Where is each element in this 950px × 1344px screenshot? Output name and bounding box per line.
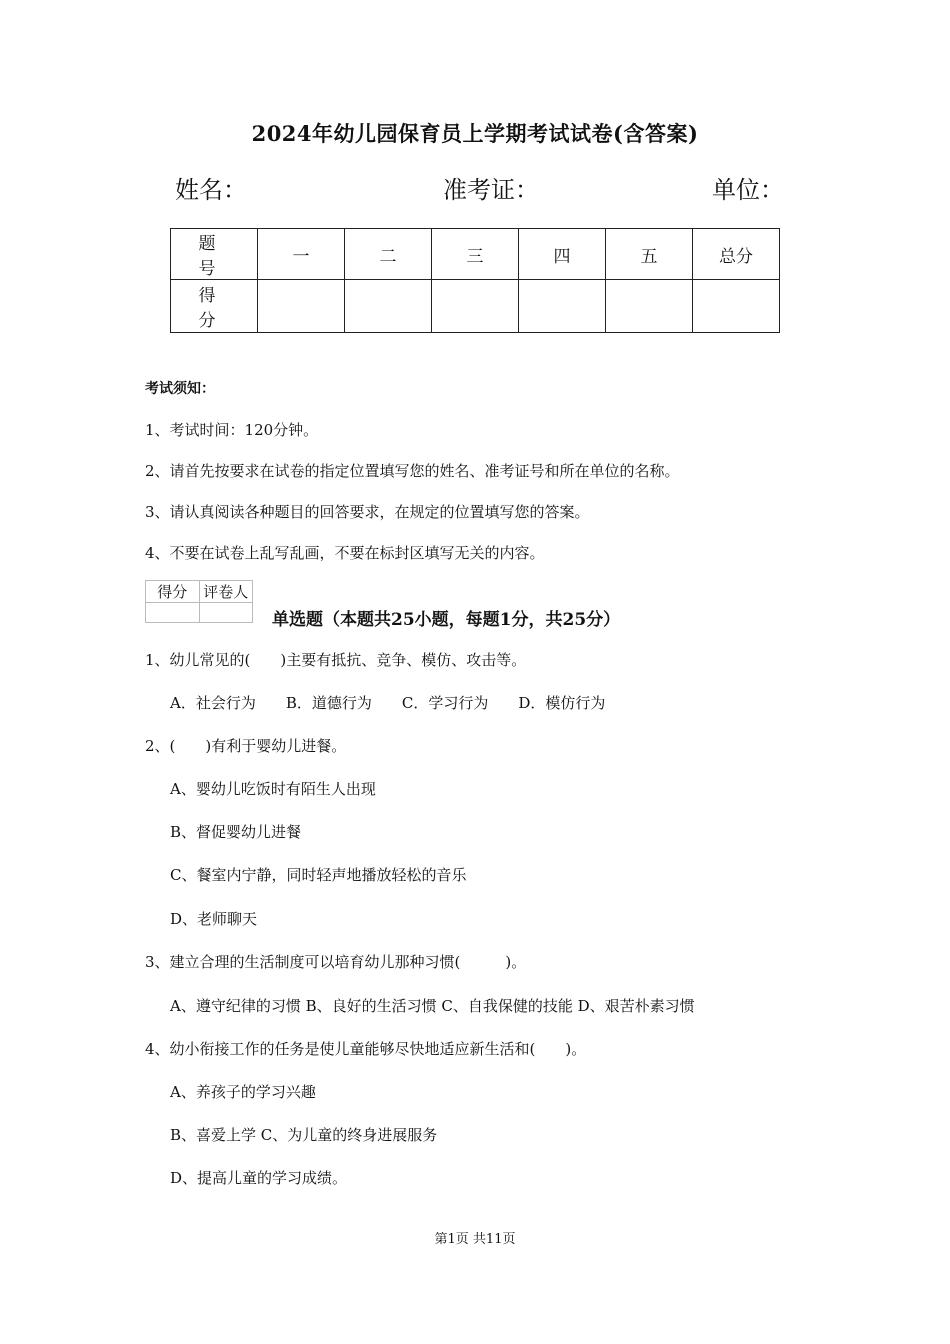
question-2-option-b: B、督促婴幼儿进餐 <box>170 823 302 841</box>
grader-score-label: 得分 <box>146 581 200 603</box>
score-header-total: 总分 <box>693 229 780 280</box>
score-table <box>170 228 780 333</box>
page-title: 2024年幼儿园保育员上学期考试试卷(含答案) <box>251 121 699 146</box>
section-title: 单选题（本题共25小题，每题1分，共25分） <box>272 610 621 630</box>
score-header-4: 四 <box>519 229 606 280</box>
score-header-3: 三 <box>432 229 519 280</box>
score-header-label: 题 号 <box>171 229 258 280</box>
question-2-option-a: A、婴幼儿吃饭时有陌生人出现 <box>170 780 376 798</box>
score-cell-5[interactable] <box>606 280 693 333</box>
unit-field-label: 单位： <box>712 176 784 204</box>
notice-title: 考试须知： <box>145 381 215 397</box>
grader-name-cell[interactable] <box>199 603 253 623</box>
score-row-label: 得 分 <box>171 280 258 333</box>
question-1-options: A．社会行为 B．道德行为 C．学习行为 D．模仿行为 <box>170 694 606 712</box>
grader-box <box>145 580 253 623</box>
page-footer: 第1页 共11页 <box>434 1232 516 1247</box>
question-2-option-c: C、餐室内宁静，同时轻声地播放轻松的音乐 <box>170 866 467 884</box>
notice-item: 1、考试时间：120分钟。 <box>145 421 319 439</box>
name-field-label: 姓名： <box>175 176 247 204</box>
exam-id-field-label: 准考证： <box>443 176 539 204</box>
score-cell-2[interactable] <box>345 280 432 333</box>
notice-item: 4、不要在试卷上乱写乱画，不要在标封区填写无关的内容。 <box>145 544 545 562</box>
score-header-2: 二 <box>345 229 432 280</box>
score-header-1: 一 <box>258 229 345 280</box>
score-table-score-row <box>171 280 780 333</box>
grader-score-cell[interactable] <box>146 603 200 623</box>
question-4-stem: 4、幼小衔接工作的任务是使儿童能够尽快地适应新生活和( )。 <box>145 1040 587 1058</box>
score-table-header-row <box>171 229 780 280</box>
question-3-options: A、遵守纪律的习惯 B、良好的生活习惯 C、自我保健的技能 D、艰苦朴素习惯 <box>170 997 695 1015</box>
score-cell-4[interactable] <box>519 280 606 333</box>
score-header-5: 五 <box>606 229 693 280</box>
question-4-option-d: D、提高儿童的学习成绩。 <box>170 1169 348 1187</box>
question-4-option-bc: B、喜爱上学 C、为儿童的终身进展服务 <box>170 1126 438 1144</box>
score-cell-3[interactable] <box>432 280 519 333</box>
score-cell-1[interactable] <box>258 280 345 333</box>
question-2-option-d: D、老师聊天 <box>170 910 258 928</box>
score-cell-total[interactable] <box>693 280 780 333</box>
notice-item: 2、请首先按要求在试卷的指定位置填写您的姓名、准考证号和所在单位的名称。 <box>145 462 680 480</box>
grader-name-label: 评卷人 <box>199 581 253 603</box>
question-4-option-a: A、养孩子的学习兴趣 <box>170 1083 316 1101</box>
question-2-stem: 2、( )有利于婴幼儿进餐。 <box>145 737 347 755</box>
question-1-stem: 1、幼儿常见的( )主要有抵抗、竞争、模仿、攻击等。 <box>145 651 527 669</box>
question-3-stem: 3、建立合理的生活制度可以培育幼儿那种习惯( )。 <box>145 953 527 971</box>
notice-item: 3、请认真阅读各种题目的回答要求，在规定的位置填写您的答案。 <box>145 503 590 521</box>
